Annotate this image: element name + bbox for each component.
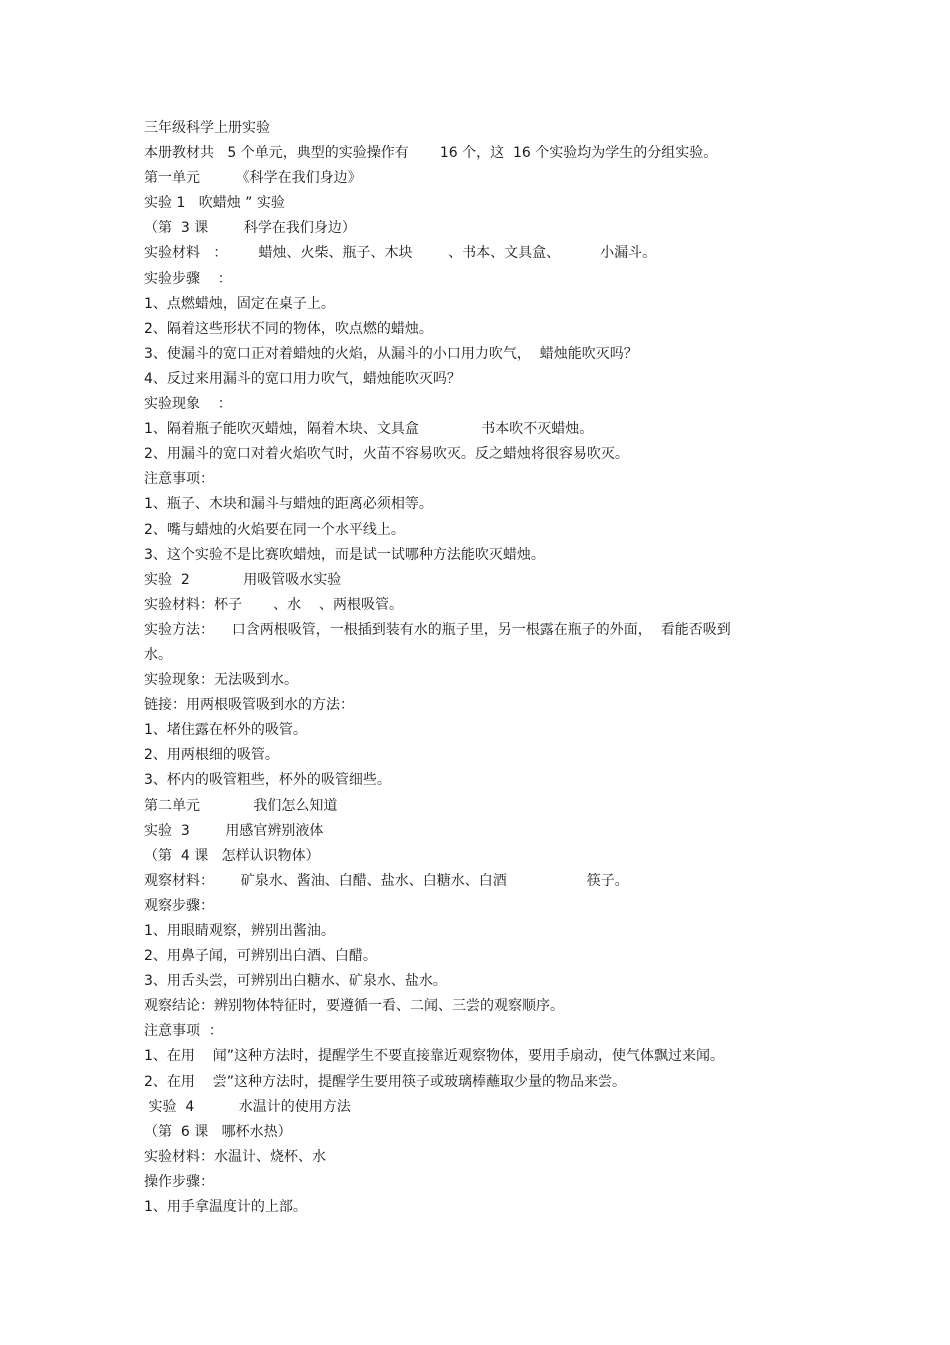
experiment-heading: 实验 3 用感官辨别液体 bbox=[144, 822, 324, 839]
materials-line: 实验材料：水温计、烧杯、水 bbox=[144, 1148, 326, 1165]
link-item: 2、用两根细的吸管。 bbox=[144, 747, 279, 764]
materials-line: 实验材料 ： 蜡烛、火柴、瓶子、木块 、书本、文具盒、 小漏斗。 bbox=[144, 245, 657, 262]
section-label: 实验现象 ： bbox=[144, 396, 232, 413]
method-line: 实验方法： 口含两根吸管，一根插到装有水的瓶子里，另一根露在瓶子的外面， 看能否吸到 bbox=[144, 621, 731, 638]
note-item: 1、在用 闻”这种方法时，提醒学生不要直接靠近观察物体，要用手扇动，使气体飘过来闻。 bbox=[144, 1048, 724, 1065]
unit-heading: 第一单元 《科学在我们身边》 bbox=[144, 170, 362, 187]
step-item: 1、点燃蜡烛，固定在桌子上。 bbox=[144, 295, 335, 312]
link-item: 1、堵住露在杯外的吸管。 bbox=[144, 722, 307, 739]
note-item: 1、瓶子、木块和漏斗与蜡烛的距离必须相等。 bbox=[144, 496, 433, 513]
experiment-heading: 实验 4 水温计的使用方法 bbox=[144, 1098, 351, 1115]
experiment-heading: 实验 2 用吸管吸水实验 bbox=[144, 571, 342, 588]
step-item: 1、用眼睛观察，辨别出酱油。 bbox=[144, 923, 335, 939]
lesson-ref: （第 3 课 科学在我们身边） bbox=[144, 220, 356, 237]
section-label: 观察步骤： bbox=[144, 897, 214, 914]
lesson-ref: （第 6 课 哪杯水热） bbox=[144, 1123, 292, 1140]
materials-line: 观察材料： 矿泉水、酱油、白醋、盐水、白糖水、白酒 筷子。 bbox=[144, 872, 629, 889]
doc-title: 三年级科学上册实验 bbox=[144, 120, 270, 136]
step-item: 2、用鼻子闻，可辨别出白酒、白醋。 bbox=[144, 948, 377, 965]
materials-line: 实验材料：杯子 、水 、两根吸管。 bbox=[144, 596, 403, 613]
note-item: 2、在用 尝”这种方法时，提醒学生要用筷子或玻璃棒蘸取少量的物品来尝。 bbox=[144, 1073, 626, 1090]
link-item: 3、杯内的吸管粗些，杯外的吸管细些。 bbox=[144, 772, 391, 789]
document-body bbox=[144, 116, 784, 1220]
section-label: 操作步骤： bbox=[144, 1173, 214, 1190]
note-item: 3、这个实验不是比赛吹蜡烛，而是试一试哪种方法能吹灭蜡烛。 bbox=[144, 546, 545, 563]
phenomenon-item: 1、隔着瓶子能吹灭蜡烛，隔着木块、文具盒 书本吹不灭蜡烛。 bbox=[144, 421, 594, 438]
step-item: 2、隔着这些形状不同的物体，吹点燃的蜡烛。 bbox=[144, 320, 433, 337]
phenomenon-item: 2、用漏斗的宽口对着火焰吹气时，火苗不容易吹灭。反之蜡烛将很容易吹灭。 bbox=[144, 446, 629, 463]
section-label: 注意事项： bbox=[144, 471, 214, 488]
step-item: 3、用舌头尝，可辨别出白糖水、矿泉水、盐水。 bbox=[144, 973, 447, 990]
lesson-ref: （第 4 课 怎样认识物体） bbox=[144, 847, 320, 864]
unit-heading: 第二单元 我们怎么知道 bbox=[144, 797, 338, 814]
link-line: 链接：用两根吸管吸到水的方法： bbox=[144, 697, 354, 714]
experiment-heading: 实验 1 吹蜡烛 ” 实验 bbox=[144, 195, 285, 212]
section-label: 实验步骤 ： bbox=[144, 270, 232, 287]
step-item: 3、使漏斗的宽口正对着蜡烛的火焰，从漏斗的小口用力吹气， 蜡烛能吹灭吗？ bbox=[144, 345, 638, 362]
section-label: 注意事项 ： bbox=[144, 1023, 223, 1040]
phenomenon-line: 实验现象：无法吸到水。 bbox=[144, 672, 298, 689]
step-item: 1、用手拿温度计的上部。 bbox=[144, 1199, 307, 1216]
conclusion-line: 观察结论：辨别物体特征时，要遵循一看、二闻、三尝的观察顺序。 bbox=[144, 998, 564, 1015]
note-item: 2、嘴与蜡烛的火焰要在同一个水平线上。 bbox=[144, 521, 405, 538]
step-item: 4、反过来用漏斗的宽口用力吹气，蜡烛能吹灭吗？ bbox=[144, 370, 461, 387]
method-line-cont: 水。 bbox=[144, 646, 172, 663]
doc-intro: 本册教材共 5 个单元，典型的实验操作有 16 个，这 16 个实验均为学生的分组实验。 bbox=[144, 145, 718, 162]
